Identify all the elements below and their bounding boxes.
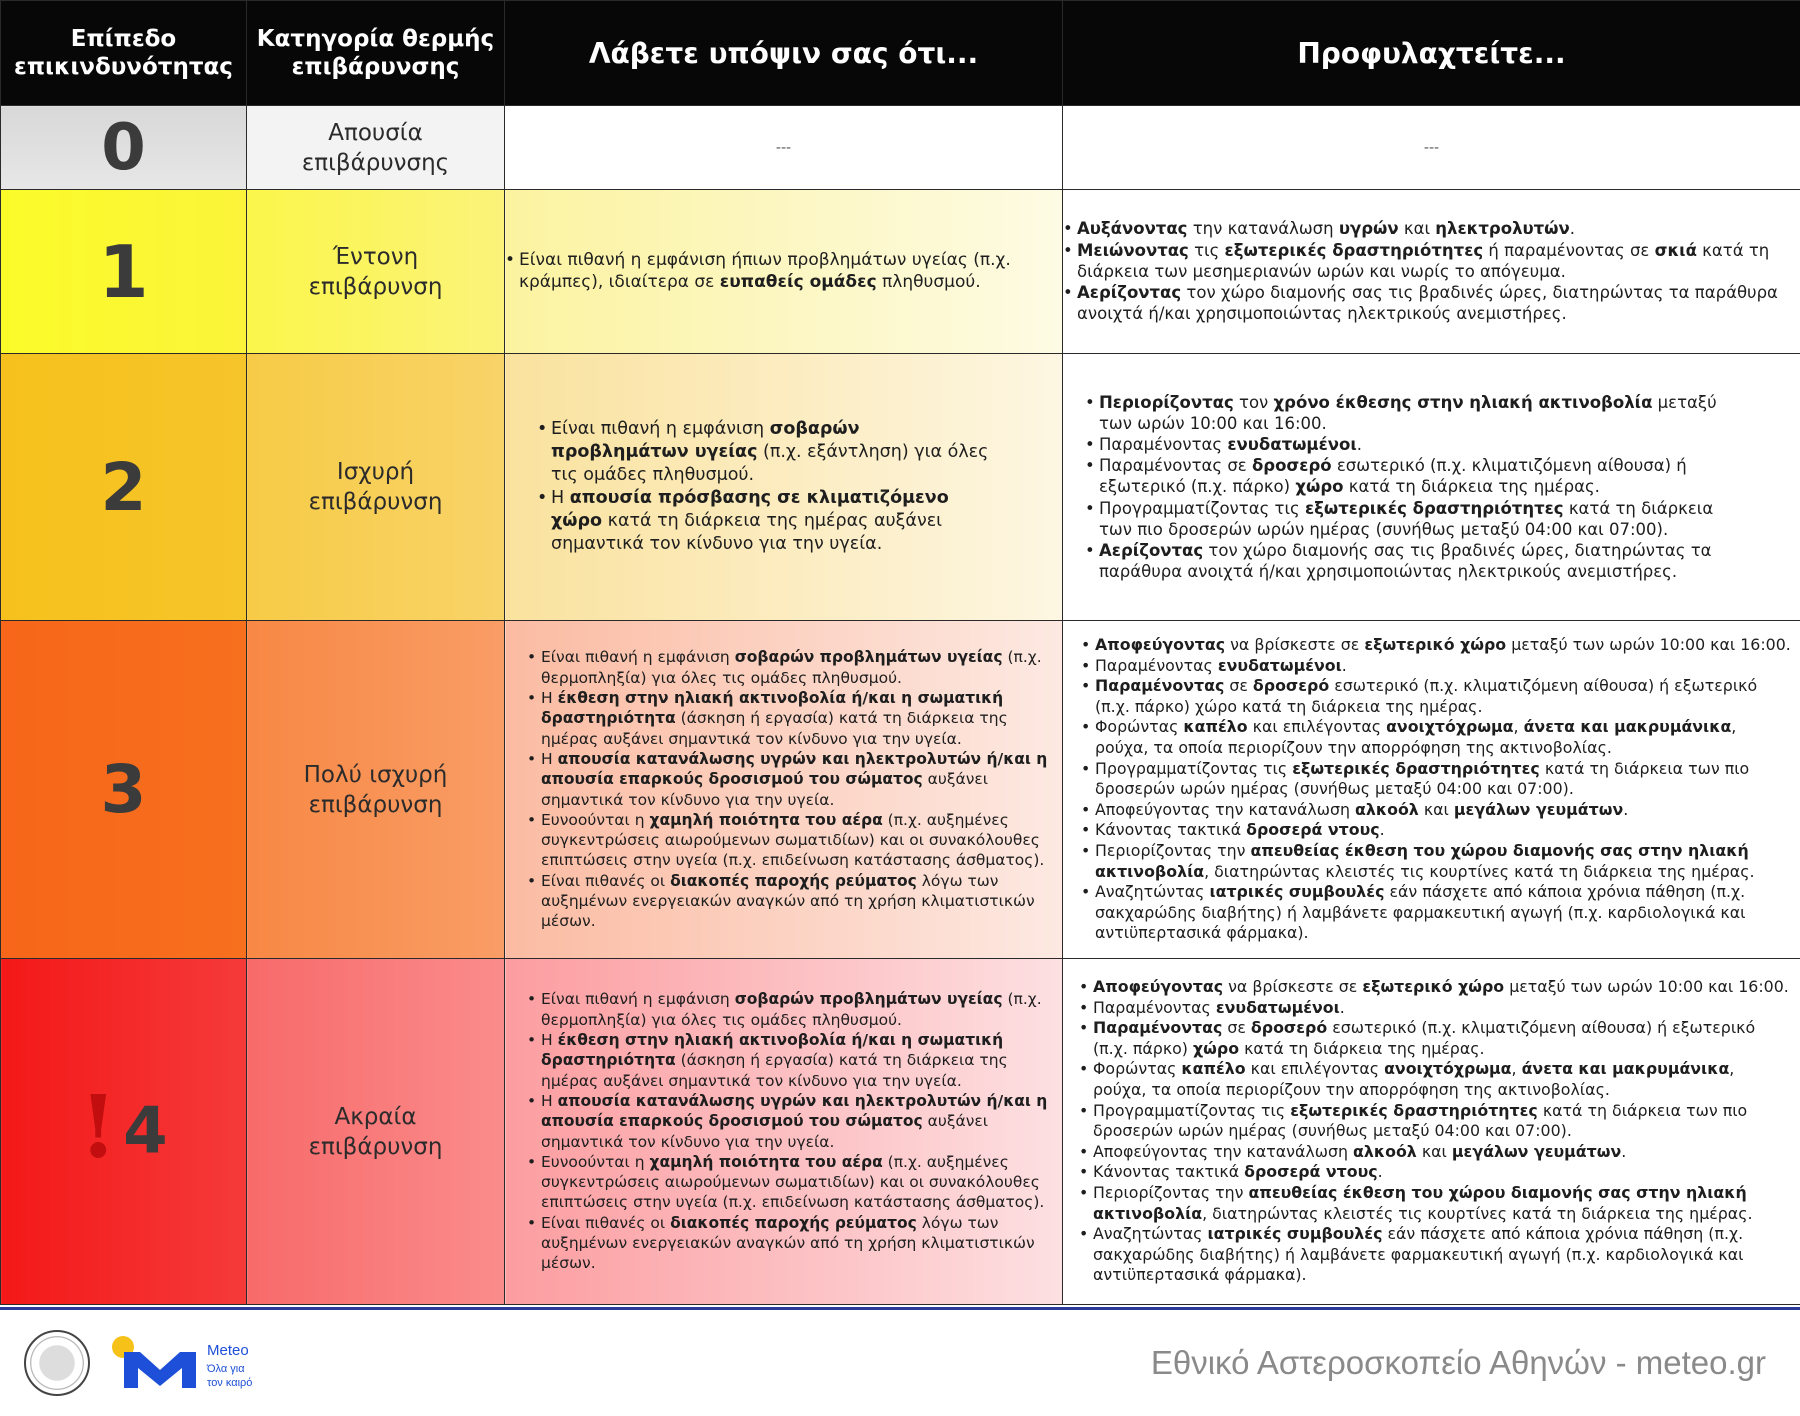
protect-cell — [1063, 621, 1800, 959]
list-item: • Είναι πιθανή η εμφάνιση ήπιων προβλημάτων υγείας (π.χ. κράμπες), ιδιαίτερα σε ευπαθείς ομάδες πληθυσμού. — [505, 250, 1062, 293]
list-item: • Παραμένοντας σε δροσερό εσωτερικό (π.χ. κλιματιζόμενη αίθουσα) ή εξωτερικό (π.χ. πάρκο) χώρο κατά τη διάρκεια της ημέρας. — [1085, 455, 1740, 497]
list-item: • Αποφεύγοντας να βρίσκεστε σε εξωτερικό χώρο μεταξύ των ωρών 10:00 και 16:00. — [1081, 635, 1792, 656]
list-item: • Είναι πιθανή η εμφάνιση σοβαρών προβλημάτων υγείας (π.χ. εξάντληση) για όλες τις ομάδες πληθυσμού. — [537, 418, 1002, 487]
category-text: Έντονη επιβάρυνση — [308, 243, 443, 300]
list-item: • Αερίζοντας τον χώρο διαμονής σας τις βραδινές ώρες, διατηρώντας τα παράθυρα ανοιχτά ή/και χρησιμοποιώντας ηλεκτρικούς ανεμιστήρες. — [1063, 282, 1800, 324]
list-item: • Αναζητώντας ιατρικές συμβουλές εάν πάσχετε από κάποια χρόνια πάθηση (π.χ. σακχαρώδης διαβήτης) ή λαμβάνετε φαρμακευτική αγωγή (π.χ. καρδιολογικά και αντιϋπερτασικά φάρμακα). — [1079, 1224, 1792, 1286]
list-item: • Η έκθεση στην ηλιακή ακτινοβολία ή/και η σωματική δραστηριότητα (άσκηση ή εργασία) κατά τη διάρκεια της ημέρας αυξάνει σημαντικά τον κίνδυνο για την υγεία. — [527, 1030, 1052, 1091]
protect-dash: --- — [1063, 106, 1800, 190]
category-label — [247, 354, 505, 621]
meteo-name: Meteo — [207, 1342, 249, 1359]
list-item: • Η έκθεση στην ηλιακή ακτινοβολία ή/και η σωματική δραστηριότητα (άσκηση ή εργασία) κατά τη διάρκεια της ημέρας αυξάνει σημαντικά τον κίνδυνο για την υγεία. — [527, 688, 1052, 749]
category-text: Απουσία επιβάρυνσης — [301, 119, 450, 176]
list-item: • Φορώντας καπέλο και επιλέγοντας ανοιχτόχρωμα, άνετα και μακρυμάνικα, ρούχα, τα οποία περιορίζουν την απορρόφηση της ακτινοβολίας. — [1079, 1059, 1792, 1100]
list-item: • Αποφεύγοντας την κατανάλωση αλκοόλ και μεγάλων γευμάτων. — [1079, 1142, 1792, 1163]
category-label — [247, 621, 505, 959]
list-item: • Αποφεύγοντας να βρίσκεστε σε εξωτερικό χώρο μεταξύ των ωρών 10:00 και 16:00. — [1079, 977, 1792, 998]
category-text: Ισχυρή επιβάρυνση — [308, 459, 443, 515]
header-level: Επίπεδο επικινδυνότητας — [1, 1, 247, 106]
protect-cell — [1063, 959, 1800, 1305]
note-list — [527, 647, 1052, 931]
note-cell — [505, 190, 1063, 354]
list-item: • Φορώντας καπέλο και επιλέγοντας ανοιχτόχρωμα, άνετα και μακρυμάνικα, ρούχα, τα οποία περιορίζουν την απορρόφηση της ακτινοβολίας. — [1081, 717, 1792, 758]
list-item: • Είναι πιθανές οι διακοπές παροχής ρεύματος λόγω των αυξημένων ενεργειακών αναγκών από τη χρήση κλιματιστικών μέσων. — [527, 1213, 1052, 1274]
list-item: • Περιορίζοντας την απευθείας έκθεση του χώρου διαμονής σας στην ηλιακή ακτινοβολία, διατηρώντας κλειστές τις κουρτίνες κατά τη διάρκεια της ημέρας. — [1079, 1183, 1792, 1224]
table-row-level-3 — [1, 621, 1800, 959]
footer — [0, 1310, 1800, 1416]
list-item: • Η απουσία πρόσβασης σε κλιματιζόμενο χώρο κατά τη διάρκεια της ημέρας αυξάνει σημαντικά τον κίνδυνο για την υγεία. — [537, 487, 1002, 556]
note-dash: --- — [505, 106, 1063, 190]
table-row-level-4 — [1, 959, 1800, 1305]
list-item: • Προγραμματίζοντας τις εξωτερικές δραστηριότητες κατά τη διάρκεια των πιο δροσερών ωρών ημέρας (συνήθως μεταξύ 04:00 και 07:00). — [1085, 498, 1740, 540]
list-item: • Παραμένοντας ενυδατωμένοι. — [1085, 434, 1740, 455]
note-list — [537, 418, 1002, 556]
list-item: • Αποφεύγοντας την κατανάλωση αλκοόλ και μεγάλων γευμάτων. — [1081, 800, 1792, 821]
list-item: • Ευνοούνται η χαμηλή ποιότητα του αέρα (π.χ. αυξημένες συγκεντρώσεις αιωρούμενων σωματιδίων) και οι συνακόλουθες επιπτώσεις στην υγεία (π.χ. επιδείνωση κατάστασης άσθματος). — [527, 1152, 1052, 1213]
level-number: 0 — [1, 106, 247, 190]
level-number-cell — [1, 959, 247, 1305]
list-item: • Κάνοντας τακτικά δροσερά ντους. — [1081, 820, 1792, 841]
list-item: • Παραμένοντας ενυδατωμένοι. — [1079, 998, 1792, 1019]
note-list — [527, 989, 1052, 1273]
list-item: • Μειώνοντας τις εξωτερικές δραστηριότητες ή παραμένοντας σε σκιά κατά τη διάρκεια των μεσημεριανών ωρών και νωρίς το απόγευμα. — [1063, 240, 1800, 282]
protect-list — [1079, 977, 1792, 1286]
note-cell — [505, 621, 1063, 959]
list-item: • Παραμένοντας ενυδατωμένοι. — [1081, 656, 1792, 677]
table-row-level-1 — [1, 190, 1800, 354]
meteo-logo-icon — [112, 1336, 282, 1396]
level-number: 3 — [1, 621, 247, 959]
list-item: • Ευνοούνται η χαμηλή ποιότητα του αέρα (π.χ. αυξημένες συγκεντρώσεις αιωρούμενων σωματιδίων) και οι συνακόλουθες επιπτώσεις στην υγεία (π.χ. επιδείνωση κατάστασης άσθματος). — [527, 810, 1052, 871]
list-item: • Αερίζοντας τον χώρο διαμονής σας τις βραδινές ώρες, διατηρώντας τα παράθυρα ανοιχτά ή/και χρησιμοποιώντας ηλεκτρικούς ανεμιστήρες. — [1085, 540, 1740, 582]
list-item: • Περιορίζοντας την απευθείας έκθεση του χώρου διαμονής σας στην ηλιακή ακτινοβολία, διατηρώντας κλειστές τις κουρτίνες κατά τη διάρκεια της ημέρας. — [1081, 841, 1792, 882]
protect-cell — [1063, 190, 1800, 354]
note-cell — [505, 354, 1063, 621]
header-protect: Προφυλαχτείτε... — [1063, 1, 1800, 106]
list-item: • Παραμένοντας σε δροσερό εσωτερικό (π.χ. κλιματιζόμενη αίθουσα) ή εξωτερικό (π.χ. πάρκο) χώρο κατά τη διάρκεια της ημέρας. — [1081, 676, 1792, 717]
list-item: • Η απουσία κατανάλωσης υγρών και ηλεκτρολυτών ή/και η απουσία επαρκούς δροσισμού του σώματος αυξάνει σημαντικά τον κίνδυνο για την υγεία. — [527, 749, 1052, 810]
list-item: • Η απουσία κατανάλωσης υγρών και ηλεκτρολυτών ή/και η απουσία επαρκούς δροσισμού του σώματος αυξάνει σημαντικά τον κίνδυνο για την υγεία. — [527, 1091, 1052, 1152]
meteo-tagline-1: Όλα για — [207, 1363, 245, 1375]
list-item: • Είναι πιθανή η εμφάνιση σοβαρών προβλημάτων υγείας (π.χ. θερμοπληξία) για όλες τις ομάδες πληθυσμού. — [527, 647, 1052, 688]
protect-cell — [1063, 354, 1800, 621]
table-row-level-0 — [1, 106, 1800, 190]
list-item: • Είναι πιθανή η εμφάνιση σοβαρών προβλημάτων υγείας (π.χ. θερμοπληξία) για όλες τις ομάδες πληθυσμού. — [527, 989, 1052, 1030]
list-item: • Προγραμματίζοντας τις εξωτερικές δραστηριότητες κατά τη διάρκεια των πιο δροσερών ωρών ημέρας (συνήθως μεταξύ 04:00 και 07:00). — [1079, 1101, 1792, 1142]
list-item: • Αυξάνοντας την κατανάλωση υγρών και ηλεκτρολυτών. — [1063, 218, 1800, 239]
meteo-m-icon — [124, 1348, 196, 1388]
footer-credit: Εθνικό Αστεροσκοπείο Αθηνών - meteo.gr — [1150, 1344, 1766, 1381]
protect-list — [1085, 392, 1740, 583]
table-row-level-2 — [1, 354, 1800, 621]
level-number: 4 — [123, 1094, 168, 1169]
exclamation-icon: ! — [79, 1077, 118, 1178]
header-note: Λάβετε υπόψιν σας ότι... — [505, 1, 1063, 106]
list-item: • Παραμένοντας σε δροσερό εσωτερικό (π.χ. κλιματιζόμενη αίθουσα) ή εξωτερικό (π.χ. πάρκο) χώρο κατά τη διάρκεια της ημέρας. — [1079, 1018, 1792, 1059]
list-item: • Προγραμματίζοντας τις εξωτερικές δραστηριότητες κατά τη διάρκεια των πιο δροσερών ωρών ημέρας (συνήθως μεταξύ 04:00 και 07:00). — [1081, 759, 1792, 800]
meteo-tagline-2: τον καιρό — [207, 1377, 253, 1389]
category-label — [247, 959, 505, 1305]
national-observatory-seal-icon — [24, 1330, 90, 1396]
category-text: Πολύ ισχυρή επιβάρυνση — [303, 761, 448, 818]
list-item: • Είναι πιθανές οι διακοπές παροχής ρεύματος λόγω των αυξημένων ενεργειακών αναγκών από τη χρήση κλιματιστικών μέσων. — [527, 871, 1052, 932]
protect-list — [1063, 218, 1800, 324]
level-number: 2 — [1, 354, 247, 621]
header-row — [1, 1, 1800, 106]
category-text: Ακραία επιβάρυνση — [308, 1103, 443, 1160]
note-cell — [505, 959, 1063, 1305]
list-item: • Αναζητώντας ιατρικές συμβουλές εάν πάσχετε από κάποια χρόνια πάθηση (π.χ. σακχαρώδης διαβήτης) ή λαμβάνετε φαρμακευτική αγωγή (π.χ. καρδιολογικά και αντιϋπερτασικά φάρμακα). — [1081, 882, 1792, 944]
header-category: Κατηγορία θερμής επιβάρυνσης — [247, 1, 505, 106]
category-label — [247, 190, 505, 354]
protect-list — [1081, 635, 1792, 944]
note-list — [505, 250, 1062, 293]
list-item: • Περιορίζοντας τον χρόνο έκθεσης στην ηλιακή ακτινοβολία μεταξύ των ωρών 10:00 και 16:00. — [1085, 392, 1740, 434]
list-item: • Κάνοντας τακτικά δροσερά ντους. — [1079, 1162, 1792, 1183]
level-number: 1 — [1, 190, 247, 354]
category-label — [247, 106, 505, 190]
